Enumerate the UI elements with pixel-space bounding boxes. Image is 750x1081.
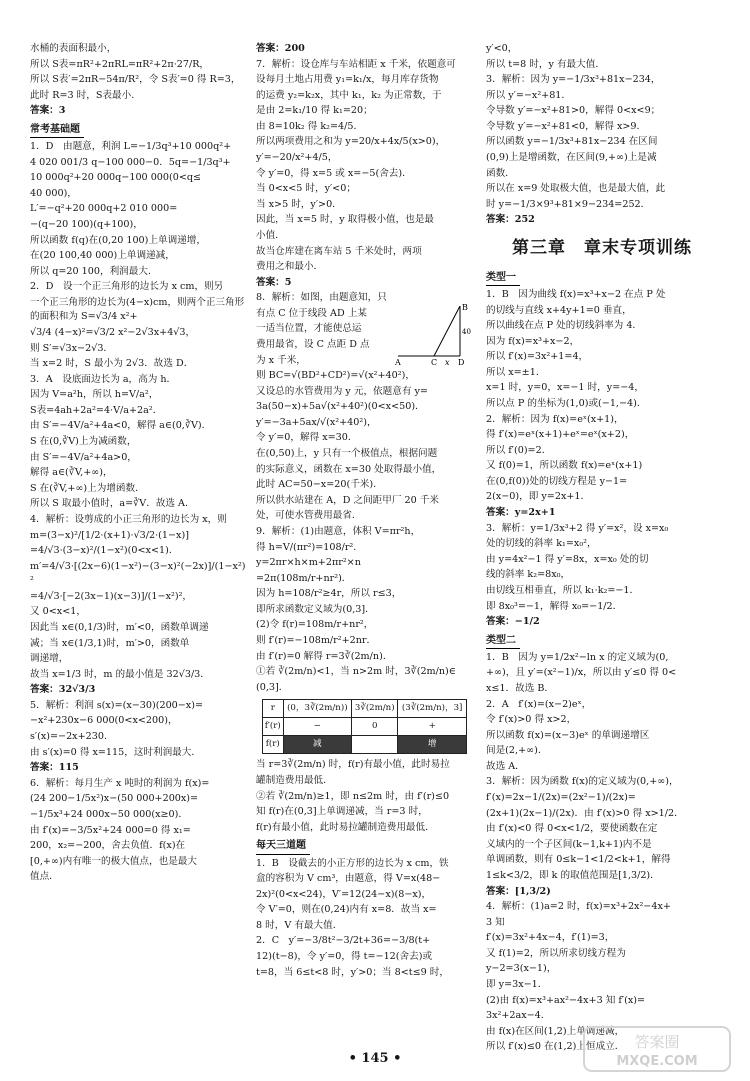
text-line: 所以 x=±1． [486, 366, 546, 378]
text-line: 所以供水站建在 A，D 之间距甲厂 20 千米 [256, 494, 439, 506]
text-line: 处的切线的斜率 k₁=x₀²， [486, 538, 597, 550]
text-line: 答案：y=2x+1 [486, 507, 556, 519]
text-line: ②若 ∛(2m/n)≥1，即 n≤2m 时，由 f′(r)≤0 [256, 790, 450, 802]
text-line: 1．B 设截去的小正方形的边长为 x cm，铁 [256, 857, 449, 869]
text-line: 又 f(1)=2，所以所求切线方程为 [486, 947, 626, 959]
text-line: =4/√3·[−2(3x−1)(x−3)]/(1−x²)²， [30, 590, 193, 602]
text-line: 因为 f(x)=x³+x−2， [486, 335, 580, 347]
text-line: 的实际意义，函数在 x=30 处取得最小值， [256, 463, 442, 475]
text-line: 所以 y′=−x²+81． [486, 89, 572, 101]
geometry-diagram [394, 300, 472, 366]
text-line: S 在(0,∛V)上为减函数， [30, 436, 137, 448]
text-line: 40 000)， [30, 187, 77, 199]
col2-block-after-table [256, 758, 478, 835]
text-line: s′(x)=−2x+230． [30, 731, 114, 743]
diagram-label-C: C [431, 358, 438, 367]
text-line: 的切线与直线 x+4y+1=0 垂直， [486, 304, 632, 316]
text-line: 由 s′(x)=0 得 x=115，这时利润最大． [30, 746, 201, 758]
text-line: 由 f′(x)=−3/5x²+24 000=0 得 x₁= [30, 824, 191, 836]
text-line: 线的斜率 k₂=8x₀， [486, 569, 571, 581]
text-line: 罐制造费用最低． [256, 775, 333, 787]
text-line: 设每月土地占用费 y₁=k₁/x，每月库存货物 [256, 74, 439, 86]
text-line: 又 f(0)=1，所以函数 f(x)=eˣ(x+1) [486, 460, 643, 472]
text-line: 所以 f′(x)=3x²+1=4， [486, 351, 589, 363]
text-line: f(r)有最小值，此时易拉罐制造费用最低． [256, 821, 435, 833]
section-title-daily: 每天三道题 [256, 838, 310, 854]
text-line: S表=4ah+2a²=4·V/a+2a²． [30, 404, 163, 416]
text-line: 函数． [486, 167, 515, 179]
table-cell: f(r) [263, 736, 284, 754]
text-line: 3．解析：因为函数 f(x)的定义域为(0,+∞)， [486, 776, 679, 788]
diagram-label-D: D [458, 358, 465, 367]
diagram-label-B: B [462, 303, 468, 312]
text-line: (2x+1)(2x−1)/(2x)．由 f′(x)>0 得 x>1/2． [486, 807, 684, 819]
text-line: (2)令 f(r)=108m/r+nr²， [256, 619, 374, 631]
text-line: (0,3]． [256, 681, 289, 693]
text-line: y=2πr×h×m+2πr²×n [256, 557, 361, 569]
text-line: 由切线互相垂直，所以 k₁·k₂=−1． [486, 584, 640, 596]
text-line: 故当 x=1/3 时，m 的最小值是 32√3/3． [30, 668, 210, 680]
text-line: 令 f′(x)>0 得 x>2， [486, 714, 577, 726]
text-line: 又设总的水管费用为 y 元，依题意有 y= [256, 385, 428, 397]
chapter-title: 第三章 章末专项训练 [512, 237, 692, 258]
text-line: 所以 t=8 时，y 有最大值． [486, 58, 605, 70]
type-one-heading: 类型一 [486, 270, 520, 286]
text-line: 所以 f′(x)≤0 在(1,2)上恒成立． [486, 1041, 625, 1053]
text-line: 令导数 y′=−x²+81<0，解得 x>9． [486, 120, 647, 132]
text-line: 因为 V=a²h，所以 h=V/a²， [30, 389, 159, 401]
text-line: 为 x 千米， [256, 354, 306, 366]
text-line: 因此当 x∈(0,1/3)时，m′<0，函数单调递 [30, 622, 209, 633]
text-line: 一适当位置，才能使总运 [256, 323, 362, 335]
text-line: 当 x=2 时，S 最小为 2√3．故选 D． [30, 358, 194, 370]
text-line: 由 8=10k₂ 得 k₂=4/5． [256, 120, 364, 132]
text-line: 当 x>5 时，y′>0． [256, 198, 342, 210]
text-line: 故选 A． [486, 760, 525, 772]
text-line: 由 S′=−4V/a²+4a<0，解得 a∈(0,∛V)． [30, 420, 212, 432]
text-line: 在(0,f(0))处的切线方程是 y−1= [486, 475, 628, 487]
text-line: 知 f(r)在(0,3]上单调递减，当 r=3 时， [256, 806, 428, 818]
text-line: √3/4 (4−x)²=√3/2 x²−2√3x+4√3， [30, 327, 196, 339]
text-line: 8 时，V 有最大值． [256, 919, 343, 931]
text-line: 答案：200 [256, 43, 305, 54]
col3-block-type2 [486, 651, 718, 1055]
text-line: −1/5x³+24 000x−50 000(x≥0)． [30, 808, 188, 820]
text-line: (0,9)上是增函数，在区间(9,+∞)上是减 [486, 152, 657, 164]
text-line: 的运费 y₂=k₂x，其中 k₁，k₂ 为正常数，于 [256, 89, 442, 101]
text-line: 有点 C 位于线段 AD 上某 [256, 307, 367, 319]
text-line: 调递增， [30, 653, 69, 665]
section-title-basic: 常考基础题 [30, 122, 84, 138]
text-line: 2．A f′(x)=(x−2)eˣ， [486, 698, 592, 710]
text-line: 得 h=V/(πr²)=108/r²． [256, 541, 363, 553]
text-line: (2)由 f(x)=x³+ax²−4x+3 知 f′(x)= [486, 994, 646, 1006]
text-line: 1．B 因为 y=1/2x²−ln x 的定义域为(0, [486, 651, 669, 663]
text-line: 答案：32√3/3 [30, 684, 96, 696]
diagram-label-side: 40 [462, 328, 471, 336]
text-line: 4．解析：(1)a=2 时，f(x)=x³+2x²−4x+ [486, 901, 671, 913]
watermark-logo [582, 1025, 732, 1073]
text-line: =2π(108m/r+nr²)． [256, 572, 352, 584]
text-line: 1．D 由题意，利润 L=−1/3q³+10 000q²+ [30, 141, 232, 153]
page-number: • 145 • [348, 1051, 402, 1066]
text-line: 令导数 y′=−x²+81>0，解得 0<x<9； [486, 105, 661, 117]
text-line: y−2=3(x−1)， [486, 963, 557, 975]
table-cell: 增 [398, 736, 467, 754]
col3-block-top [486, 42, 718, 228]
text-line: 1．B 因为曲线 f(x)=x³+x−2 在点 P 处 [486, 288, 666, 300]
text-line: 即所求函数定义域为(0,3]． [256, 603, 375, 615]
diagram-label-A: A [395, 358, 401, 367]
text-line: 单调函数，则有 0≤k−1<1/2<k+1，解得 [486, 854, 671, 866]
text-line: 所以 S 取最小值时，a=∛V．故选 A． [30, 498, 195, 510]
text-line: 故当仓库建在离车站 5 千米处时，两项 [256, 245, 422, 257]
text-line: f′(x)=2x−1/(2x)=(2x²−1)/(2x)= [486, 792, 636, 804]
text-line: 则 S′=√3x−2√3． [30, 342, 114, 354]
text-line: +∞)，且 y′=(x²−1)/x，所以由 y′≤0 得 0< [486, 667, 677, 679]
text-line: ①若 ∛(2m/n)<1，当 n>2m 时，3∛(2m/n)∈ [256, 666, 456, 678]
text-line: −x²+230x−6 000(0<x<200)， [30, 715, 178, 727]
col3-block-type1 [486, 288, 718, 630]
text-line: m=(3−x)²/[1/2·(x+1)·√3/2·(1−x)] [30, 529, 189, 541]
text-line: 所以 S表=πR²+2πRL=πR²+2π·27/R， [30, 58, 210, 70]
text-line: 3．解析：因为 y=−1/3x³+81x−234， [486, 74, 661, 86]
text-line: 9．解析：(1)由题意，体积 V=πr²h， [256, 525, 421, 537]
text-line: L′=−q²+20 000q+2 010 000= [30, 203, 178, 215]
text-line: 答案：3 [30, 105, 66, 117]
text-line: 所以函数 f(q)在(0,20 100)上单调递增， [30, 234, 206, 246]
text-line: 水桶的表面积最小， [30, 43, 117, 54]
text-line: 10 000q²+20 000q−100 000(0<q≤ [30, 172, 202, 184]
text-line: 由 S′=−4V/a²+4a>0， [30, 451, 137, 463]
col2-block-daily [256, 857, 478, 981]
text-line: 解得 a∈(∛V,+∞)， [30, 467, 113, 479]
text-line: 答案：5 [256, 276, 292, 288]
text-line: 3x²+2ax−4． [486, 1010, 551, 1022]
text-line: 又 0<x<1， [30, 606, 86, 618]
text-line: 即 8x₀³=−1，解得 x₀=−1/2． [486, 600, 623, 612]
text-line: y′=−20/x²+4/5， [256, 152, 338, 164]
text-line: [0,+∞)内有唯一的极大值点，也是最大 [30, 855, 197, 867]
text-line: 答案：−1/2 [486, 616, 540, 628]
table-cell: 3∛(2m/n) [352, 700, 398, 718]
text-line: 因此，当 x=5 时，y 取得极小值，也是最 [256, 214, 435, 226]
text-line: 所以两项费用之和为 y=20/x+4x/5(x>0)， [256, 136, 446, 148]
text-line: f′(x)=3x²+4x−4，f′(1)=3， [486, 932, 615, 944]
text-line: 所以 q=20 100，利润最大． [30, 265, 158, 277]
text-line: 所以函数 f(x)=(x−3)eˣ 的单调递增区 [486, 729, 650, 741]
text-line: 因为 h=108/r²≥4r，所以 r≤3， [256, 588, 402, 600]
text-line: t=8，当 6≤t<8 时，y′>0；当 8<t≤9 时， [256, 966, 449, 978]
diagram-label-x: x [445, 358, 450, 367]
text-line: 由 f′(r)=0 解得 r=3∛(2m/n)． [256, 650, 393, 662]
text-line: 12)(t−8)，令 y′=0，得 t=−12(舍去)或 [256, 951, 433, 963]
text-line: x=1 时，y=0，x=−1 时，y=−4， [486, 382, 644, 394]
text-line: =4/√3·(3−x)²/(1−x²)(0<x<1)． [30, 545, 179, 557]
text-line: S 在(∛V,+∞)上为增函数． [30, 482, 145, 494]
sign-table [262, 699, 467, 754]
text-line: −(q−20 100)(q+100)， [30, 218, 143, 230]
text-line: 1≤k<3/2，即 k 的取值范围是[1,3/2)． [486, 869, 660, 881]
text-line: 由 f′(x)<0 得 0<x<1/2，要使函数在定 [486, 823, 658, 835]
text-line: 则 BC=√(BD²+CD²)=√(x²+40²)， [256, 370, 415, 382]
text-line: 此时 AC=50−x=20(千米)． [256, 479, 383, 491]
text-line: 在(20 100,40 000)上单调递减， [30, 250, 175, 262]
text-line: 即 y=3x−1． [486, 979, 548, 990]
table-cell: + [398, 718, 467, 736]
text-line: 由 y=4x²−1 得 y′=8x，x=x₀ 处的切 [486, 553, 649, 565]
text-line: 2x)²(0<x<24)，V′=12(24−x)(8−x)， [256, 888, 432, 900]
text-line: 3．A 设底面边长为 a，高为 h． [30, 373, 177, 385]
type-two-heading: 类型二 [486, 633, 520, 649]
text-line: 一个正三角形的边长为(4−x)cm，则两个正三角形的面积和为 S=√3/4 x²+ [30, 296, 245, 323]
table-cell: − [283, 718, 352, 736]
text-line: 时 y=−1/3×9³+81×9−234=252． [486, 198, 651, 210]
table-cell: (0，3∛(2m/n)) [283, 700, 352, 718]
text-line: 减；当 x∈(1/3,1)时，m′>0，函数单 [30, 637, 190, 649]
text-line: 当 r=3∛(2m/n) 时，f(r)有最小值，此时易拉 [256, 759, 450, 771]
table-cell: r [263, 700, 284, 718]
text-line: 2．D 设一个正三角形的边长为 x cm，则另 [30, 281, 224, 293]
table-cell: (3∛(2m/n)，3] [398, 700, 467, 718]
text-line: 3．解析：y=1/3x³+2 得 y′=x²，设 x=x₀ [486, 522, 669, 534]
text-line: 7．解析：设仓库与车站相距 x 千米，依题意可 [256, 58, 456, 70]
svg-text:答案圈: 答案圈 [634, 1033, 680, 1051]
text-line: 4．解析：设剪成的小正三角形的边长为 x，则 [30, 513, 227, 525]
text-line: 所以 S表′=2πR−54π/R²，令 S表′=0 得 R=3， [30, 74, 241, 86]
text-line: 值点． [30, 871, 59, 883]
text-line: 所以点 P 的坐标为(1,0)或(−1,−4)． [486, 398, 647, 409]
text-line: m′=4/√3·[(2x−6)(1−x²)−(3−x)²(−2x)]/(1−x²)² [30, 560, 246, 587]
text-line: 处，可使水管费用最省． [256, 510, 362, 522]
text-line: 小值． [256, 229, 285, 241]
table-cell: 减 [283, 736, 352, 754]
text-line: 在(0,50)上，y 只有一个极值点，根据问题 [256, 448, 438, 460]
text-line: (24 200−1/5x²)x−(50 000+200x)= [30, 793, 199, 805]
text-line: 200，x₂=−200，舍去负值．f(x)在 [30, 840, 186, 852]
text-line: 答案：115 [30, 762, 79, 774]
text-line: 是由 2=k₁/10 得 k₁=20； [256, 105, 373, 117]
svg-text:MXQE.COM: MXQE.COM [616, 1054, 698, 1069]
text-line: 所以在 x=9 处取极大值，也是最大值，此 [486, 183, 666, 195]
text-line: x≤1．故选 B． [486, 683, 555, 695]
text-line: 6．解析：每月生产 x 吨时的利润为 f(x)= [30, 777, 210, 789]
text-line: 令 y′=0，解得 x=30． [256, 432, 358, 444]
text-line: 间是(2,+∞)． [486, 745, 548, 757]
text-line: 2．解析：因为 f(x)=eˣ(x+1)， [486, 413, 624, 425]
text-line: 所以 f′(0)=2． [486, 444, 552, 456]
text-line: 8．解析：如图，由题意知，只 [256, 292, 387, 304]
text-line: 费用之和最小． [256, 261, 324, 273]
table-cell [352, 736, 398, 754]
text-line: 此时 R=3 时，S表最小． [30, 89, 141, 101]
text-line: 2(x−0)，即 y=2x+1． [486, 491, 591, 503]
text-line: y′=−3a+5ax/√(x²+40²)， [256, 416, 377, 428]
text-line: 4 020 001/3 q−100 000−0．5q=−1/3q³+ [30, 156, 231, 168]
text-line: 答案：[1,3/2) [486, 885, 551, 897]
col1-block-solutions [30, 140, 248, 885]
text-line: 3a(50−x)+5a√(x²+40²)(0<x<50)． [256, 401, 425, 413]
col2-block-top [256, 42, 478, 695]
text-line: 得 f′(x)=eˣ(x+1)+eˣ=eˣ(x+2)， [486, 429, 635, 441]
text-line: 所以曲线在点 P 处的切线斜率为 4． [486, 320, 643, 332]
text-line: 当 0<x<5 时，y′<0； [256, 183, 356, 195]
text-line: 2．C y′=−3/8t²−3/2t+36=−3/8(t+ [256, 935, 431, 947]
text-line: 3 知 [486, 916, 505, 928]
column-middle [256, 42, 478, 1037]
text-line: 义域内的一个子区间(k−1,k+1)内不是 [486, 838, 652, 850]
text-line: 所以函数 y=−1/3x³+81x−234 在区间 [486, 136, 658, 148]
table-cell: 0 [352, 718, 398, 736]
text-line: y′<0， [486, 43, 518, 54]
text-line: 费用最省，设 C 点距 D 点 [256, 338, 370, 350]
col1-block-top [30, 42, 248, 119]
text-line: 令 V′=0，则在(0,24)内有 x=8．故当 x= [256, 904, 437, 916]
text-line: 则 f′(r)=−108m/r²+2nr． [256, 634, 377, 646]
text-line: 5．解析：利润 s(x)=(x−30)(200−x)= [30, 699, 204, 711]
text-line: 由 f(x)在区间(1,2)上单调递减， [486, 1025, 625, 1037]
column-left [30, 42, 248, 1037]
text-line: 盒的容积为 V cm³，由题意，得 V=x(48− [256, 873, 441, 885]
text-line: 答案：252 [486, 214, 535, 226]
text-line: 令 y′=0，得 x=5 或 x=−5(舍去)． [256, 167, 412, 179]
table-cell: f′(r) [263, 718, 284, 736]
